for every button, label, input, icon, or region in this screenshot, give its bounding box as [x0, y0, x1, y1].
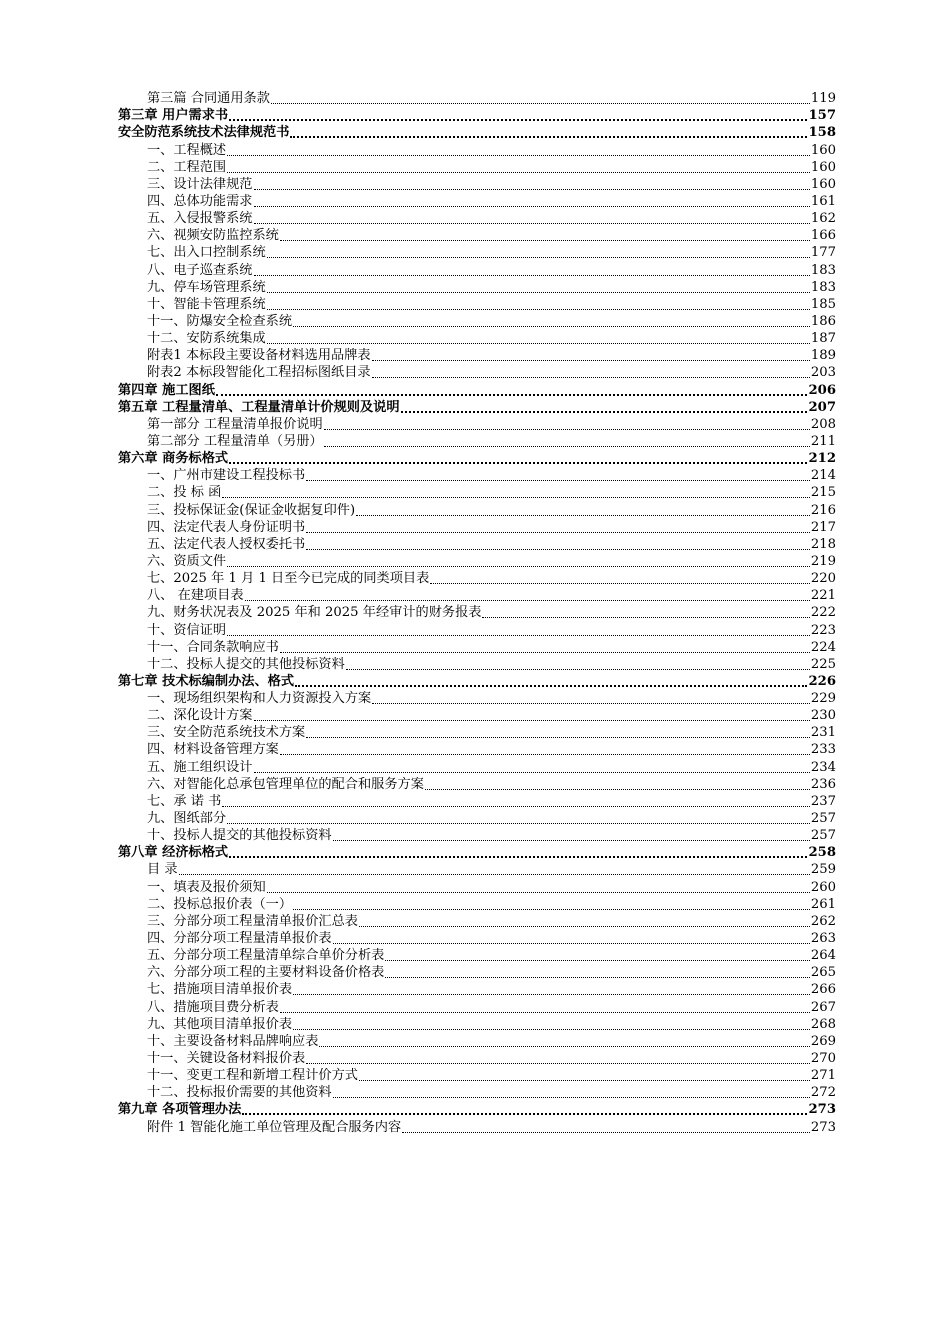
toc-section-entry[interactable] [118, 570, 836, 587]
toc-page-number: 257 [810, 811, 836, 827]
toc-dot-leader [293, 993, 810, 995]
toc-dot-leader [324, 428, 810, 430]
toc-page-number: 259 [810, 862, 836, 878]
toc-dot-leader [324, 445, 810, 447]
toc-section-entry[interactable] [118, 896, 836, 913]
toc-dot-leader [267, 308, 810, 310]
toc-section-entry[interactable] [118, 998, 836, 1015]
toc-section-entry[interactable] [118, 141, 836, 158]
toc-dot-leader [293, 1028, 810, 1030]
toc-section-entry[interactable] [118, 964, 836, 981]
toc-section-entry[interactable] [118, 416, 836, 433]
toc-page-number: 189 [810, 348, 836, 364]
toc-entry-title: 第二部分 工程量清单（另册） [147, 433, 323, 449]
toc-page-number: 265 [810, 965, 836, 981]
toc-section-entry[interactable] [118, 981, 836, 998]
toc-page-number: 226 [808, 673, 836, 689]
toc-section-entry[interactable] [118, 159, 836, 176]
toc-page-number: 222 [810, 605, 836, 621]
toc-entry-title: 十、投标人提交的其他投标资料 [147, 828, 332, 844]
toc-entry-title: 三、投标保证金(保证金收据复印件) [147, 502, 356, 518]
toc-entry-title: 附表1 本标段主要设备材料选用品牌表 [147, 348, 371, 364]
toc-page-number: 271 [810, 1068, 836, 1084]
toc-page-number: 257 [810, 828, 836, 844]
toc-chapter-entry[interactable] [118, 381, 836, 398]
toc-section-entry[interactable] [118, 261, 836, 278]
toc-entry-title: 十一、变更工程和新增工程计价方式 [147, 1068, 358, 1084]
toc-dot-leader [306, 531, 810, 533]
toc-chapter-entry[interactable] [118, 124, 836, 141]
toc-dot-leader [254, 188, 810, 190]
toc-section-entry[interactable] [118, 604, 836, 621]
toc-entry-title: 四、材料设备管理方案 [147, 742, 279, 758]
toc-section-entry[interactable] [118, 90, 836, 107]
toc-page-number: 214 [810, 468, 836, 484]
toc-page-number: 158 [808, 125, 836, 141]
toc-dot-leader [306, 1062, 810, 1064]
toc-page-number: 208 [810, 416, 836, 432]
toc-dot-leader [372, 376, 810, 378]
toc-entry-title: 十二、投标人提交的其他投标资料 [147, 656, 345, 672]
toc-dot-leader [293, 325, 810, 327]
toc-dot-leader [229, 461, 807, 464]
toc-dot-leader [356, 514, 810, 516]
toc-page-number: 268 [810, 1016, 836, 1032]
toc-page-number: 157 [808, 108, 836, 124]
toc-page-number: 273 [810, 1119, 836, 1135]
toc-page-number: 234 [810, 759, 836, 775]
toc-entry-title: 第八章 经济标格式 [118, 845, 229, 861]
toc-dot-leader [245, 599, 810, 601]
toc-dot-leader [333, 839, 810, 841]
toc-dot-leader [359, 1079, 810, 1081]
toc-chapter-entry[interactable] [118, 1101, 836, 1118]
toc-page-number: 161 [810, 193, 836, 209]
toc-dot-leader [179, 873, 810, 875]
toc-section-entry[interactable] [118, 776, 836, 793]
toc-page-number: 231 [810, 725, 836, 741]
toc-dot-leader [254, 771, 810, 773]
toc-entry-title: 目 录 [147, 862, 178, 878]
toc-dot-leader [482, 616, 809, 618]
toc-section-entry[interactable] [118, 536, 836, 553]
toc-entry-title: 五、入侵报警系统 [147, 211, 253, 227]
toc-dot-leader [222, 805, 810, 807]
toc-section-entry[interactable] [118, 741, 836, 758]
toc-page-number: 272 [810, 1085, 836, 1101]
toc-entry-title: 四、法定代表人身份证明书 [147, 519, 306, 535]
toc-page-number: 185 [810, 296, 836, 312]
toc-entry-title: 十二、安防系统集成 [147, 331, 266, 347]
toc-dot-leader [227, 171, 810, 173]
toc-dot-leader [267, 291, 810, 293]
toc-chapter-entry[interactable] [118, 673, 836, 690]
toc-page-number: 217 [810, 519, 836, 535]
toc-page-number: 229 [810, 691, 836, 707]
toc-entry-title: 安全防范系统技术法律规范书 [118, 125, 290, 141]
toc-entry-title: 七、出入口控制系统 [147, 245, 266, 261]
toc-section-entry[interactable] [118, 176, 836, 193]
toc-page-number: 264 [810, 948, 836, 964]
toc-page-number: 215 [810, 485, 836, 501]
toc-dot-leader [359, 925, 810, 927]
toc-section-entry[interactable] [118, 484, 836, 501]
toc-entry-title: 一、现场组织架构和人力资源投入方案 [147, 691, 372, 707]
toc-section-entry[interactable] [118, 279, 836, 296]
toc-page-number: 206 [808, 382, 836, 398]
toc-dot-leader [254, 719, 810, 721]
toc-dot-leader [385, 976, 809, 978]
toc-entry-title: 十、资信证明 [147, 622, 227, 638]
toc-dot-leader [430, 582, 810, 584]
toc-section-entry[interactable] [118, 810, 836, 827]
toc-page-number: 270 [810, 1051, 836, 1067]
toc-dot-leader [293, 908, 810, 910]
toc-entry-title: 五、法定代表人授权委托书 [147, 536, 306, 552]
toc-entry-title: 一、工程概述 [147, 142, 227, 158]
toc-entry-title: 五、分部分项工程量清单综合单价分析表 [147, 948, 385, 964]
toc-section-entry[interactable] [118, 1084, 836, 1101]
toc-page-number: 186 [810, 313, 836, 329]
toc-page-number: 203 [810, 365, 836, 381]
toc-section-entry[interactable] [118, 467, 836, 484]
toc-dot-leader [267, 256, 810, 258]
toc-page-number: 237 [810, 793, 836, 809]
toc-page-number: 267 [810, 999, 836, 1015]
toc-entry-title: 七、措施项目清单报价表 [147, 982, 293, 998]
table-of-contents [118, 90, 836, 1136]
toc-section-entry[interactable] [118, 1050, 836, 1067]
toc-entry-title: 九、图纸部分 [147, 811, 227, 827]
toc-page-number: 183 [810, 262, 836, 278]
toc-entry-title: 第七章 技术标编制办法、格式 [118, 673, 295, 689]
toc-entry-title: 三、安全防范系统技术方案 [147, 725, 306, 741]
toc-page-number: 162 [810, 211, 836, 227]
toc-dot-leader [401, 410, 808, 413]
toc-section-entry[interactable] [118, 1118, 836, 1135]
toc-entry-title: 六、对智能化总承包管理单位的配合和服务方案 [147, 776, 424, 792]
toc-section-entry[interactable] [118, 827, 836, 844]
toc-dot-leader [290, 135, 807, 138]
toc-entry-title: 十、主要设备材料品牌响应表 [147, 1033, 319, 1049]
toc-entry-title: 四、分部分项工程量清单报价表 [147, 931, 332, 947]
toc-section-entry[interactable] [118, 313, 836, 330]
toc-dot-leader [372, 359, 810, 361]
toc-page-number: 211 [810, 433, 836, 449]
toc-section-entry[interactable] [118, 227, 836, 244]
toc-entry-title: 十、智能卡管理系统 [147, 296, 266, 312]
toc-entry-title: 六、分部分项工程的主要材料设备价格表 [147, 965, 385, 981]
toc-dot-leader [333, 1096, 810, 1098]
toc-page-number: 260 [810, 879, 836, 895]
toc-dot-leader [254, 222, 810, 224]
toc-entry-title: 十一、防爆安全检查系统 [147, 313, 293, 329]
toc-section-entry[interactable] [118, 193, 836, 210]
toc-page-number: 266 [810, 982, 836, 998]
toc-dot-leader [402, 1131, 810, 1133]
toc-dot-leader [254, 205, 810, 207]
toc-dot-leader [295, 684, 807, 687]
toc-entry-title: 第一部分 工程量清单报价说明 [147, 416, 323, 432]
toc-entry-title: 第六章 商务标格式 [118, 451, 229, 467]
toc-page-number: 177 [810, 245, 836, 261]
toc-dot-leader [280, 651, 810, 653]
toc-entry-title: 七、2025 年 1 月 1 日至今已完成的同类项目表 [147, 571, 430, 587]
toc-page-number: 187 [810, 331, 836, 347]
toc-page-number: 219 [810, 553, 836, 569]
toc-page-number: 207 [808, 399, 836, 415]
toc-entry-title: 二、工程范围 [147, 159, 227, 175]
toc-dot-leader [306, 736, 810, 738]
toc-entry-title: 八、 在建项目表 [147, 588, 244, 604]
toc-entry-title: 九、其他项目清单报价表 [147, 1016, 293, 1032]
toc-page-number: 225 [810, 656, 836, 672]
toc-section-entry[interactable] [118, 330, 836, 347]
toc-entry-title: 附表2 本标段智能化工程招标图纸目录 [147, 365, 371, 381]
toc-dot-leader [372, 702, 810, 704]
toc-page-number: 221 [810, 588, 836, 604]
toc-section-entry[interactable] [118, 690, 836, 707]
toc-page-number: 224 [810, 639, 836, 655]
toc-chapter-entry[interactable] [118, 107, 836, 124]
toc-dot-leader [222, 496, 810, 498]
toc-dot-leader [280, 239, 810, 241]
toc-entry-title: 附件 1 智能化施工单位管理及配合服务内容 [147, 1119, 402, 1135]
toc-dot-leader [227, 822, 810, 824]
toc-page-number: 160 [810, 142, 836, 158]
toc-entry-title: 八、电子巡查系统 [147, 262, 253, 278]
toc-page-number: 261 [810, 896, 836, 912]
toc-dot-leader [280, 1011, 810, 1013]
toc-dot-leader [280, 753, 810, 755]
toc-dot-leader [254, 274, 810, 276]
toc-dot-leader [227, 154, 810, 156]
toc-entry-title: 六、视频安防监控系统 [147, 228, 279, 244]
toc-dot-leader [346, 668, 810, 670]
toc-entry-title: 二、投标总报价表（一） [147, 896, 293, 912]
toc-section-entry[interactable] [118, 296, 836, 313]
toc-entry-title: 九、财务状况表及 2025 年和 2025 年经审计的财务报表 [147, 605, 482, 621]
toc-entry-title: 十二、投标报价需要的其他资料 [147, 1085, 332, 1101]
toc-section-entry[interactable] [118, 793, 836, 810]
toc-entry-title: 十一、关键设备材料报价表 [147, 1051, 306, 1067]
toc-section-entry[interactable] [118, 947, 836, 964]
toc-entry-title: 六、资质文件 [147, 553, 227, 569]
toc-chapter-entry[interactable] [118, 450, 836, 467]
toc-section-entry[interactable] [118, 878, 836, 895]
toc-entry-title: 一、广州市建设工程投标书 [147, 468, 306, 484]
toc-dot-leader [229, 855, 807, 858]
toc-section-entry[interactable] [118, 519, 836, 536]
toc-section-entry[interactable] [118, 724, 836, 741]
toc-dot-leader [271, 102, 810, 104]
toc-section-entry[interactable] [118, 707, 836, 724]
toc-page-number: 183 [810, 279, 836, 295]
toc-section-entry[interactable] [118, 1016, 836, 1033]
toc-page-number: 220 [810, 571, 836, 587]
toc-section-entry[interactable] [118, 433, 836, 450]
toc-entry-title: 二、深化设计方案 [147, 708, 253, 724]
toc-dot-leader [267, 342, 810, 344]
toc-section-entry[interactable] [118, 913, 836, 930]
toc-dot-leader [227, 634, 810, 636]
toc-chapter-entry[interactable] [118, 399, 836, 416]
toc-entry-title: 第三章 用户需求书 [118, 108, 229, 124]
toc-page-number: 263 [810, 931, 836, 947]
toc-entry-title: 三、设计法律规范 [147, 176, 253, 192]
toc-entry-title: 四、总体功能需求 [147, 193, 253, 209]
toc-section-entry[interactable] [118, 1033, 836, 1050]
toc-dot-leader [306, 548, 810, 550]
toc-section-entry[interactable] [118, 364, 836, 381]
toc-page-number: 269 [810, 1033, 836, 1049]
toc-dot-leader [306, 479, 810, 481]
toc-section-entry[interactable] [118, 639, 836, 656]
toc-section-entry[interactable] [118, 587, 836, 604]
toc-page-number: 262 [810, 913, 836, 929]
toc-section-entry[interactable] [118, 1067, 836, 1084]
toc-section-entry[interactable] [118, 861, 836, 878]
toc-section-entry[interactable] [118, 210, 836, 227]
toc-entry-title: 九、停车场管理系统 [147, 279, 266, 295]
toc-entry-title: 一、填表及报价须知 [147, 879, 266, 895]
toc-section-entry[interactable] [118, 347, 836, 364]
toc-entry-title: 二、投 标 函 [147, 485, 222, 501]
toc-page-number: 212 [808, 451, 836, 467]
toc-page-number: 233 [810, 742, 836, 758]
toc-page-number: 273 [808, 1102, 836, 1118]
toc-entry-title: 八、措施项目费分析表 [147, 999, 279, 1015]
toc-page-number: 223 [810, 622, 836, 638]
toc-entry-title: 七、承 诺 书 [147, 793, 222, 809]
toc-page-number: 166 [810, 228, 836, 244]
toc-page-number: 218 [810, 536, 836, 552]
toc-dot-leader [333, 942, 810, 944]
toc-dot-leader [227, 565, 810, 567]
toc-entry-title: 三、分部分项工程量清单报价汇总表 [147, 913, 358, 929]
toc-dot-leader [319, 1045, 809, 1047]
toc-dot-leader [425, 788, 810, 790]
toc-section-entry[interactable] [118, 930, 836, 947]
toc-entry-title: 第五章 工程量清单、工程量清单计价规则及说明 [118, 399, 400, 415]
toc-page-number: 216 [810, 502, 836, 518]
toc-section-entry[interactable] [118, 758, 836, 775]
toc-section-entry[interactable] [118, 501, 836, 518]
toc-dot-leader [242, 1112, 807, 1115]
toc-page-number: 119 [810, 91, 836, 107]
toc-entry-title: 第四章 施工图纸 [118, 382, 215, 398]
toc-dot-leader [216, 393, 808, 396]
toc-entry-title: 十一、合同条款响应书 [147, 639, 279, 655]
toc-entry-title: 五、施工组织设计 [147, 759, 253, 775]
toc-section-entry[interactable] [118, 553, 836, 570]
toc-page-number: 236 [810, 776, 836, 792]
toc-section-entry[interactable] [118, 621, 836, 638]
toc-page-number: 230 [810, 708, 836, 724]
toc-page-number: 258 [808, 845, 836, 861]
toc-section-entry[interactable] [118, 656, 836, 673]
toc-section-entry[interactable] [118, 244, 836, 261]
toc-entry-title: 第三篇 合同通用条款 [147, 91, 270, 107]
toc-dot-leader [229, 118, 807, 121]
toc-dot-leader [267, 891, 810, 893]
toc-dot-leader [385, 959, 809, 961]
toc-chapter-entry[interactable] [118, 844, 836, 861]
toc-page-number: 160 [810, 176, 836, 192]
toc-entry-title: 第九章 各项管理办法 [118, 1102, 242, 1118]
toc-page-number: 160 [810, 159, 836, 175]
